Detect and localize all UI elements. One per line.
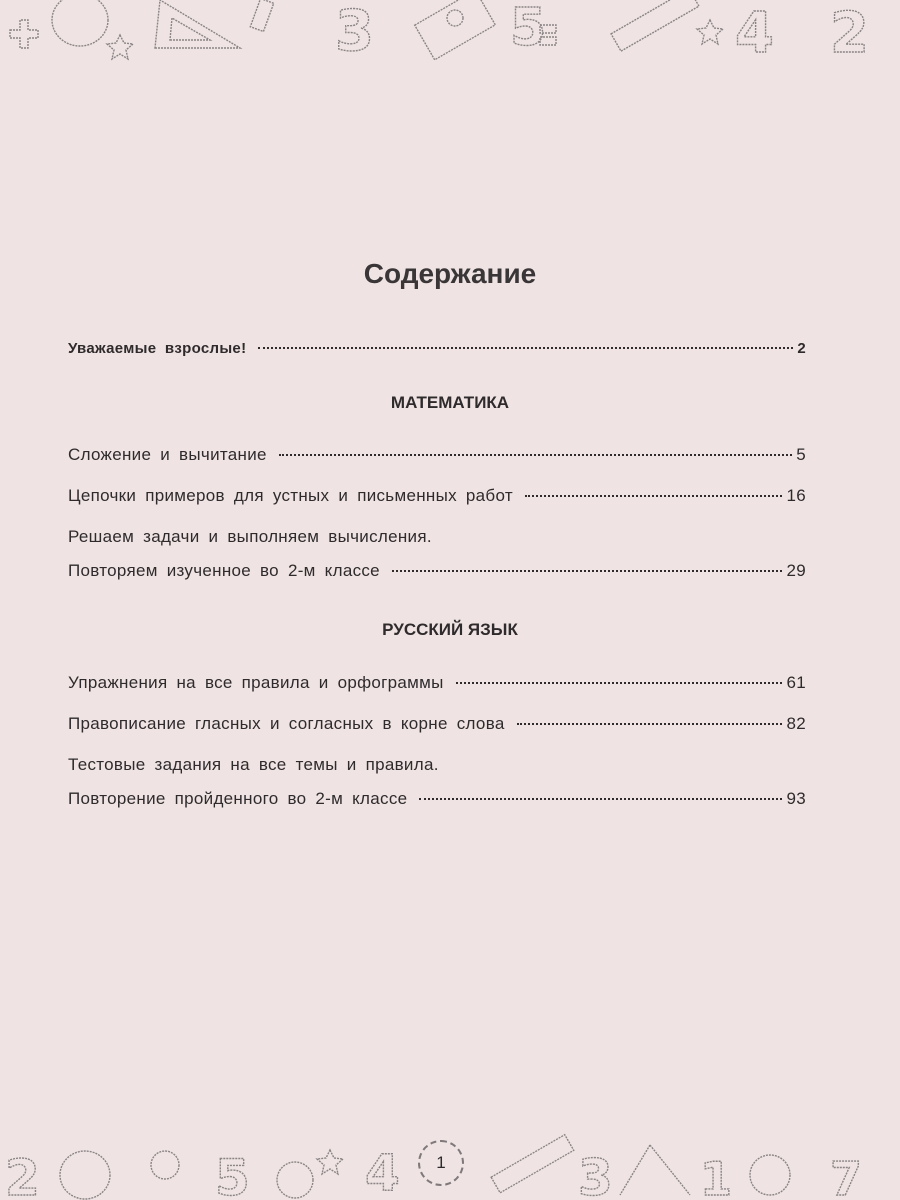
toc-entry-label: Упражнения на все правила и орфограммы [68,673,444,692]
toc-entry [68,789,806,809]
toc-entry-label: Повторение пройденного во 2-м классе [68,789,408,808]
toc-entry-label: Цепочки примеров для устных и письменных работ [68,486,513,505]
svg-text:3: 3 [578,1149,613,1200]
section-heading-russian: РУССКИЙ ЯЗЫК [382,620,518,639]
svg-text:4: 4 [365,1144,400,1200]
toc-entry-page: 61 [786,673,806,692]
svg-text:4: 4 [735,1,774,66]
toc-entry-page: 29 [786,561,806,580]
toc-entry [68,673,806,693]
dot-leader [525,495,783,497]
dot-leader [279,454,792,456]
svg-text:7: 7 [830,1152,863,1200]
toc-entry-page: 5 [796,445,806,464]
toc-entry-label: Повторяем изученное во 2-м классе [68,561,380,580]
dot-leader [517,723,783,725]
toc-entry-label-line1: Решаем задачи и выполняем вычисления. [68,527,432,546]
toc-entry-intro [68,340,806,357]
svg-text:2: 2 [830,1,869,66]
toc-entry-label-line1: Тестовые задания на все темы и правила. [68,755,439,774]
dot-leader [392,570,783,572]
section-heading-math: МАТЕМАТИКА [390,393,510,412]
dot-leader [419,798,782,800]
svg-text:3: 3 [335,0,374,64]
svg-text:2: 2 [5,1149,40,1200]
dot-leader [456,682,783,684]
page-title: Содержание [363,258,537,289]
toc-entry-label: Уважаемые взрослые! [68,340,247,357]
toc-entry-page: 82 [786,714,806,733]
toc-entry [68,561,806,581]
toc-entry [68,714,806,734]
toc-entry [68,445,806,465]
toc-entry-label: Сложение и вычитание [68,445,267,464]
toc-entry-page: 93 [786,789,806,808]
svg-text:1: 1 [700,1152,733,1200]
svg-text:5: 5 [510,0,547,58]
toc-entry-page: 2 [797,340,806,357]
toc-entry-label: Правописание гласных и согласных в корне слова [68,714,505,733]
toc-entry-page: 16 [786,486,806,505]
page-number: 1 [418,1140,464,1186]
svg-text:5: 5 [215,1149,250,1200]
toc-entry [68,486,806,506]
decorative-doodle-border-top [0,0,900,70]
dot-leader [258,347,793,349]
